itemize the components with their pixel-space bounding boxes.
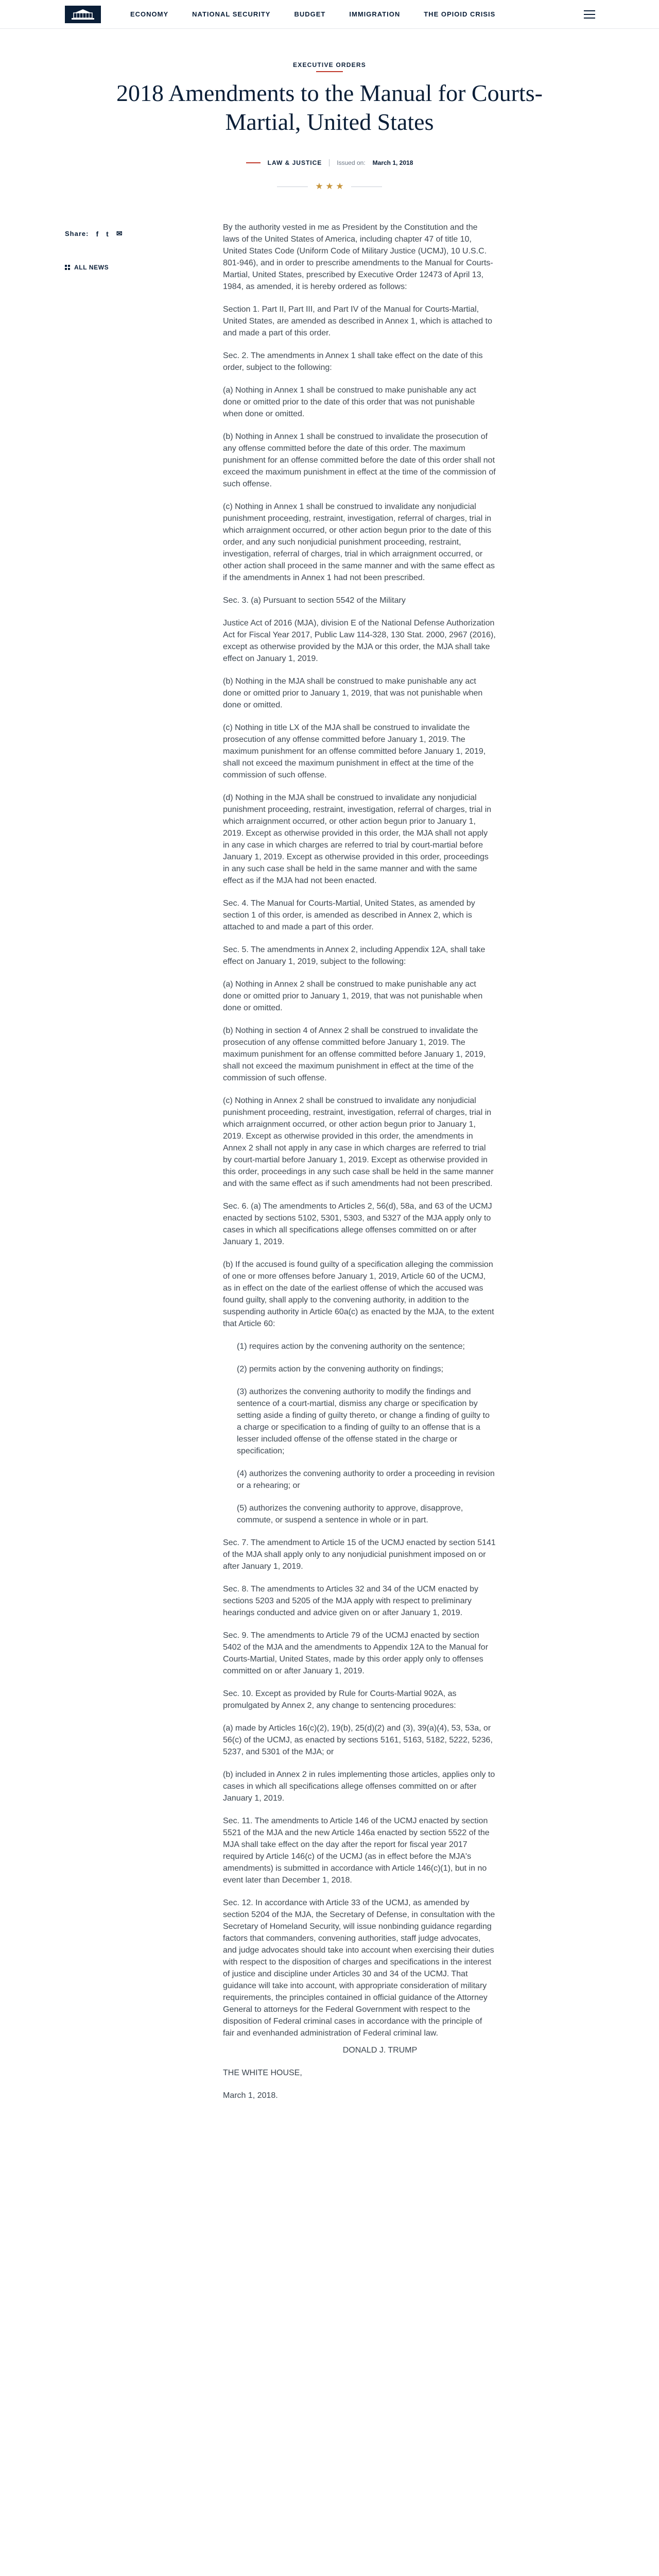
page-title: 2018 Amendments to the Manual for Courts-Martial, United States (116, 80, 543, 135)
issued-date: March 1, 2018 (372, 159, 413, 166)
body-paragraph: By the authority vested in me as President by the Constitution and the laws of the United States of America, including chapter 47 of title 10, United States Code (Uniform Code of Military Justice (UCMJ), 10 U.S.C. 801-946), and in order to prescribe amendments to the Manual for Courts-Martial, United States, prescribed by Executive Order 12473 of April 13, 1984, as amended, it is hereby ordered as follows: (223, 223, 493, 291)
body-paragraph: (a) Nothing in Annex 1 shall be construed to make punishable any act done or omitted prior to the date of this order that was not punishable when done or omitted. (223, 386, 476, 418)
body-paragraph: Sec. 3. (a) Pursuant to section 5542 of the Military (223, 596, 406, 605)
body-paragraph: Justice Act of 2016 (MJA), division E of the National Defense Authorization Act for Fiscal Year 2017, Public Law 114-328, 130 Stat. 2000, 2967 (2016), except as otherwise provided by the MJA or this order, the MJA shall take effect on January 1, 2019. (223, 619, 496, 663)
body-paragraph: Sec. 8. The amendments to Articles 32 and 34 of the UCM enacted by sections 5203 and 5205 of the MJA apply with respect to preliminary hearings conducted and advice given on or after January 1, 2019. (223, 1585, 478, 1617)
all-news-link[interactable] (65, 264, 109, 271)
body-paragraph: (c) Nothing in Annex 1 shall be construed to invalidate any nonjudicial punishment proceeding, restraint, investigation, referral of charges, trial in which arraignment occurred, or other action begun prior to the date of this order, and any such nonjudicial punishment proceeding, restraint, investigation, referral of charges, trial in which arraignment occurred, or other action shall proceed in the same manner and with the same effect as if the amendments in Annex 1 had not been prescribed. (223, 502, 495, 582)
issued-label: Issued on: (337, 159, 366, 166)
list-item: (2) permits action by the convening authority on findings; (237, 1365, 444, 1374)
white-house-emblem-icon (71, 8, 95, 21)
body-paragraph: Sec. 10. Except as provided by Rule for Courts-Martial 902A, as promulgated by Annex 2, any change to sentencing procedures: (223, 1689, 457, 1710)
body-paragraph: Section 1. Part II, Part III, and Part IV of the Manual for Courts-Martial, United States, are amended as described in Annex 1, which is attached to and made a part of this order. (223, 305, 492, 337)
body-paragraph: Sec. 7. The amendment to Article 15 of the UCMJ enacted by section 5141 of the MJA shall apply only to any nonjudicial punishment imposed on or after January 1, 2019. (223, 1538, 496, 1571)
body-paragraph: Sec. 6. (a) The amendments to Articles 2, 56(d), 58a, and 63 of the UCMJ enacted by sections 5102, 5301, 5303, and 5327 of the MJA apply only to cases in which all specifications allege offenses committed on or after January 1, 2019. (223, 1202, 492, 1246)
twitter-icon[interactable]: t (106, 229, 109, 238)
nav-budget[interactable]: BUDGET (294, 10, 326, 18)
list-item: (1) requires action by the convening authority on the sentence; (237, 1342, 465, 1351)
list-item: (5) authorizes the convening authority to approve, disapprove, commute, or suspend a sentence in whole or in part. (237, 1504, 463, 1524)
list-item: (4) authorizes the convening authority to order a proceeding in revision or a rehearing; or (237, 1469, 495, 1490)
grid-icon (65, 265, 70, 270)
body-paragraph: Sec. 4. The Manual for Courts-Martial, United States, as amended by section 1 of this order, is amended as described in Annex 2, which is attached to and made a part of this order. (223, 899, 475, 931)
main-nav (130, 10, 495, 18)
body-paragraph: Sec. 12. In accordance with Article 33 of the UCMJ, as amended by section 5204 of the MJA, the Secretary of Defense, in consultation with the Secretary of Homeland Security, will issue nonbinding guidance regarding factors that commanders, convening authorities, staff judge advocates, and judge advocates should take into account when exercising their duties with respect to the disposition of charges and specifications in the interest of justice and discipline under Articles 30 and 34 of the UCMJ. That guidance will take into account, with appropriate consideration of military requirements, the principles contained in official guidance of the Attorney General to attorneys for the Federal Government with respect to the disposition of Federal criminal cases in accordance with the principle of fair and evenhanded administration of Federal criminal law. (223, 1899, 495, 2038)
body-paragraph: (b) included in Annex 2 in rules implementing those articles, applies only to cases in which all specifications allege offenses committed on or after January 1, 2019. (223, 1770, 495, 1803)
body-paragraph: Sec. 5. The amendments in Annex 2, including Appendix 12A, shall take effect on January 1, 2019, subject to the following: (223, 945, 485, 966)
kicker-underline (316, 71, 343, 72)
all-news-label: ALL NEWS (74, 264, 109, 271)
star-divider (263, 181, 396, 192)
category-link[interactable]: LAW & JUSTICE (267, 159, 322, 166)
meta-separator (329, 159, 330, 166)
body-paragraph: (c) Nothing in title LX of the MJA shall be construed to invalidate the prosecution of any offense committed before January 1, 2019. The maximum punishment for an offense committed before January 1, 2019, shall not exceed the maximum punishment in effect at the time of the commission of such offense. (223, 723, 486, 779)
nav-economy[interactable]: ECONOMY (130, 10, 169, 18)
facebook-icon[interactable]: f (96, 229, 99, 238)
email-icon[interactable]: ✉ (116, 229, 123, 238)
body-paragraph: (b) Nothing in Annex 1 shall be construed to invalidate the prosecution of any offense committed before the date of this order. The maximum punishment for an offense committed before the date of this order shall not exceed the maximum punishment in effect at the time of the commission of such offense. (223, 432, 496, 488)
share-label: Share: (65, 230, 89, 238)
menu-icon[interactable] (584, 10, 595, 19)
article-kicker[interactable]: EXECUTIVE ORDERS (293, 61, 366, 69)
body-paragraph: Sec. 2. The amendments in Annex 1 shall take effect on the date of this order, subject to the following: (223, 351, 483, 372)
list-item: (3) authorizes the convening authority to modify the findings and sentence of a court-martial, dismiss any charge or specification by setting aside a finding of guilty thereto, or change a finding of guilty to a charge or specification to a finding of guilty to an offense that is a lesser included offense of the offense stated in the charge or specification; (237, 1387, 490, 1455)
signature-date: March 1, 2018. (223, 2091, 278, 2100)
body-paragraph: (a) made by Articles 16(c)(2), 19(b), 25(d)(2) and (3), 39(a)(4), 53, 53a, or 56(c) of the UCMJ, as enacted by sections 5161, 5163, 5182, 5222, 5236, 5237, and 5301 of the MJA; or (223, 1724, 493, 1756)
white-house-logo[interactable] (65, 6, 101, 23)
nav-national-security[interactable]: NATIONAL SECURITY (192, 10, 271, 18)
body-paragraph: Sec. 9. The amendments to Article 79 of the UCMJ enacted by section 5402 of the MJA and the amendments to Appendix 12A to the Manual for Courts-Martial, United States, made by this order apply only to offenses committed on or after January 1, 2019. (223, 1631, 489, 1675)
nav-opioid-crisis[interactable]: THE OPIOID CRISIS (424, 10, 496, 18)
body-paragraph: (b) Nothing in section 4 of Annex 2 shall be construed to invalidate the prosecution of any offense committed before January 1, 2019. The maximum punishment for an offense committed before January 1, 2019, shall not exceed the maximum punishment in effect at the time of the commission of such offense. (223, 1026, 486, 1082)
signature: DONALD J. TRUMP (342, 2046, 418, 2055)
body-paragraph: (b) Nothing in the MJA shall be construed to make punishable any act done or omitted prior to January 1, 2019, that was not punishable when done or omitted. (223, 677, 483, 709)
body-paragraph: (d) Nothing in the MJA shall be construed to invalidate any nonjudicial punishment proceeding, restraint, investigation, referral of charges, trial in which arraignment occurred, or other action begun prior to January 1, 2019. Except as otherwise provided in this order, the MJA shall not apply in any case in which charges are referred to trial by court-martial before January 1, 2019. Except as otherwise provided in this order, proceedings in any such case shall be held in the same manner and with the same effect as if the MJA had not been enacted. (223, 793, 492, 885)
body-paragraph: (a) Nothing in Annex 2 shall be construed to make punishable any act done or omitted prior to January 1, 2019, that was not punishable when done or omitted. (223, 980, 483, 1012)
article-body (223, 222, 496, 2112)
body-paragraph: (b) If the accused is found guilty of a specification alleging the commission of one or more offenses before January 1, 2019, Article 60 of the UCMJ, as in effect on the date of the earliest offense of which the accused was found guilty, shall apply to the convening authority, in addition to the suspending authority in Article 60a(c) as enacted by the MJA, to the extent that Article 60: (223, 1260, 494, 1328)
signature-place: THE WHITE HOUSE, (223, 2069, 302, 2077)
stars-icon: ★ ★ ★ (315, 181, 344, 191)
body-paragraph: (c) Nothing in Annex 2 shall be construed to invalidate any nonjudicial punishment proceeding, restraint, investigation, referral of charges, trial in which arraignment occurred, or other action begun prior to January 1, 2019. Except as otherwise provided in this order, the amendments in Annex 2 shall not apply in any case in which charges are referred to trial by court-martial before January 1, 2019. Except as otherwise provided in this order, proceedings in any such case shall be held in the same manner and with the same effect as if such amendments had not been prescribed. (223, 1096, 494, 1188)
share-bar (65, 229, 123, 238)
body-paragraph: Sec. 11. The amendments to Article 146 of the UCMJ enacted by section 5521 of the MJA and the new Article 146a enacted by section 5522 of the MJA shall take effect on the day after the report for fiscal year 2017 required by Article 146(c) of the UCMJ (as in effect before the MJA's amendments) is submitted in accordance with Article 146(c)(1), but in no event later than December 1, 2018. (223, 1817, 490, 1885)
top-navigation-bar (0, 0, 659, 29)
category-dash (246, 162, 261, 163)
nav-immigration[interactable]: IMMIGRATION (349, 10, 401, 18)
article-meta (0, 159, 659, 166)
